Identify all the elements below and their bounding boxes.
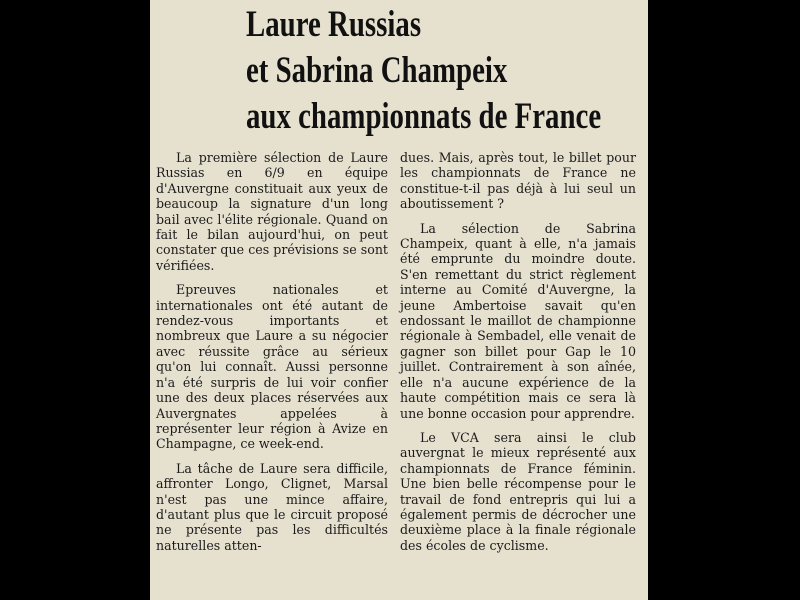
headline-line-2: et Sabrina Champeix <box>246 50 508 91</box>
paragraph: Epreuves nationales et internationales ont été autant de rendez-vous importants et nombreux que Laure a su négocier avec réussite grâce au sérieux qu'on lui connaît. Aussi personne n'a été surpris de lui voir confier une des deux places réservées aux Auvergnates appelées à représenter leur région à Avize en Champagne, ce week-end. <box>156 282 388 452</box>
paragraph: dues. Mais, après tout, le billet pour les championnats de France ne constitue-t-il pas déjà à lui seul un aboutissement ? <box>400 150 636 212</box>
newspaper-clipping <box>150 0 648 600</box>
article-column-right <box>400 150 636 562</box>
paragraph: Le VCA sera ainsi le club auvergnat le mieux représenté aux championnats de France féminin. Une bien belle récompense pour le travail de fond entrepris qui lui a également permis de décrocher une deuxième place à la finale régionale des écoles de cyclisme. <box>400 429 636 553</box>
paragraph: La sélection de Sabrina Champeix, quant à elle, n'a jamais été emprunte du moindre doute. S'en remettant du strict règlement interne au Comité d'Auvergne, la jeune Ambertoise savait qu'en endossant le maillot de championne régionale à Sembadel, elle venait de gagner son billet pour Gap le 10 juillet. Contrairement à son aînée, elle n'a aucune expérience de la haute compétition mais ce sera là une bonne occasion pour apprendre. <box>400 220 636 421</box>
headline <box>246 2 602 140</box>
headline-line-1: Laure Russias <box>246 4 422 45</box>
paragraph: La première sélection de Laure Russias en 6/9 en équipe d'Auvergne constituait aux yeux de beaucoup la signature d'un long bail avec l'élite régionale. Quand on fait le bilan aujourd'hui, on peut constater que ces prévisions se sont vérifiées. <box>156 150 388 273</box>
paragraph: La tâche de Laure sera difficile, affronter Longo, Clignet, Marsal n'est pas une mince affaire, d'autant plus que le circuit proposé ne présente pas les difficultés naturelles atten- <box>156 460 388 553</box>
article-column-left <box>156 150 388 562</box>
headline-line-3: aux championnats de France <box>246 96 602 137</box>
